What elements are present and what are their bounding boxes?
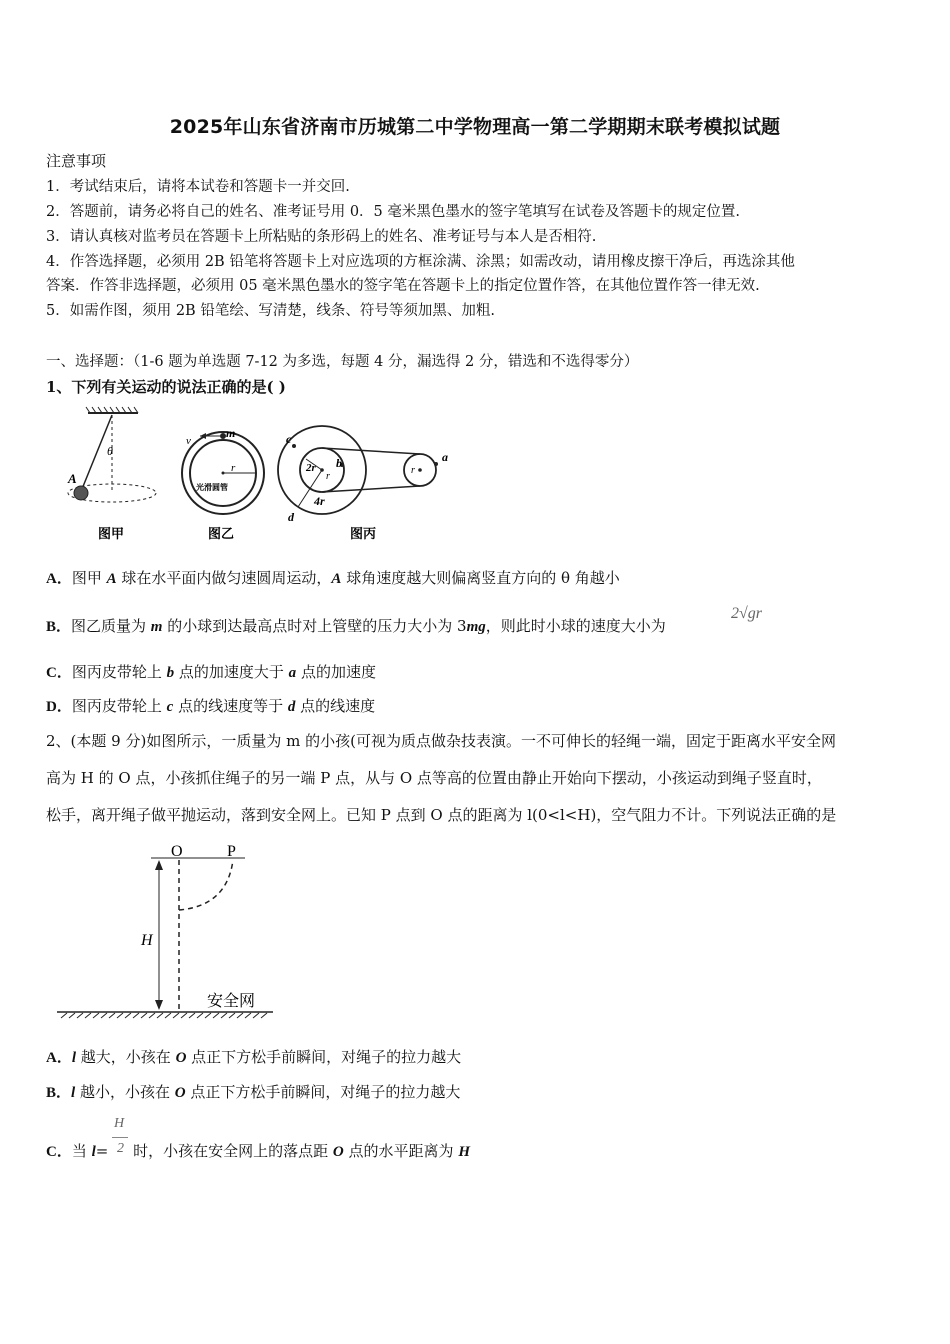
option-letter: B． xyxy=(46,619,72,635)
option-text: 球角速度越大则偏离竖直方向的 θ 角越小 xyxy=(341,569,620,587)
q1-stem: 1、下列有关运动的说法正确的是( ) xyxy=(46,378,286,396)
q2-option-b xyxy=(46,1082,460,1103)
label-r-inner: r xyxy=(326,471,330,482)
q2-figure xyxy=(55,838,280,1023)
option-text: 点的水平距离为 xyxy=(343,1142,459,1160)
option-var: l xyxy=(71,1050,77,1066)
q2-option-a xyxy=(46,1047,461,1068)
label-theta: θ xyxy=(107,444,113,458)
option-var: c xyxy=(166,699,174,715)
option-text: 当 xyxy=(71,1142,92,1160)
label-m: m xyxy=(226,426,236,440)
option-text: ，则此时小球的速度大小为 xyxy=(485,617,666,635)
option-var: A xyxy=(106,571,117,587)
q2-stem-line: 松手，离开绳子做平抛运动，落到安全网上。已知 P 点到 O 点的距离为 l(0<l<H)，空气阻力不计。下列说法正确的是 xyxy=(46,806,837,824)
label-a: a xyxy=(442,450,448,464)
notice-item: 4．作答选择题，必须用 2B 铅笔将答题卡上对应选项的方框涂满、涂黑；如需改动，请用橡皮擦干净后，再选涂其他 xyxy=(46,254,795,270)
label-H: H xyxy=(141,932,153,949)
notice-item: 5．如需作图，须用 2B 铅笔绘、写清楚，线条、符号等须加黑、加粗. xyxy=(46,303,495,319)
option-text: 点的线速度等于 xyxy=(173,697,288,715)
option-text: 图丙皮带轮上 xyxy=(71,697,167,715)
notice-item: 2．答题前，请务必将自己的姓名、准考证号用 0．5 毫米黑色墨水的签字笔填写在试卷及答题卡的规定位置. xyxy=(46,204,740,220)
option-text: 点正下方松手前瞬间，对绳子的拉力越大 xyxy=(186,1048,462,1066)
notice-item: 答案．作答非选择题，必须用 05 毫米黑色墨水的签字笔在答题卡上的指定位置作答，在其他位置作答一律无效. xyxy=(46,278,760,294)
label-O: O xyxy=(171,843,183,860)
notice-item: 3．请认真核对监考员在答题卡上所粘贴的条形码上的姓名、准考证号与本人是否相符. xyxy=(46,229,597,245)
option-var: O xyxy=(332,1144,344,1160)
label-P: P xyxy=(227,843,236,860)
q1-option-b xyxy=(46,616,666,637)
fraction-bar xyxy=(112,1137,128,1138)
option-var: H xyxy=(458,1144,470,1160)
option-letter: B． xyxy=(46,1085,72,1101)
formula-2-sqrt-gr: 2√gr xyxy=(731,605,763,622)
option-text: 图甲 xyxy=(71,569,107,587)
notice-heading: 注意事项 xyxy=(46,152,107,170)
option-text: 图丙皮带轮上 xyxy=(71,663,167,681)
caption-bing: 图丙 xyxy=(350,526,377,541)
label-b: b xyxy=(336,456,342,470)
label-tube: 光滑圆管 xyxy=(196,483,228,492)
option-letter: A． xyxy=(46,1050,72,1066)
page-title: 2025年山东省济南市历城第二中学物理高一第二学期期末联考模拟试题 xyxy=(169,116,781,138)
option-text: 的小球到达最高点时对上管壁的压力大小为 3 xyxy=(162,617,467,635)
q2-option-c xyxy=(46,1141,470,1162)
option-letter: C． xyxy=(46,665,72,681)
fraction-numerator: H xyxy=(114,1116,125,1131)
option-text: 点的加速度大于 xyxy=(174,663,289,681)
option-text: 越小，小孩在 xyxy=(75,1083,175,1101)
label-A: A xyxy=(68,471,77,486)
label-safety-net: 安全网 xyxy=(207,993,256,1010)
option-var: mg xyxy=(466,619,486,635)
option-letter: D． xyxy=(46,699,72,715)
label-2r: 2r xyxy=(306,462,316,474)
figure-b-circular-tube xyxy=(182,432,264,514)
q1-figure xyxy=(60,405,460,545)
option-var: b xyxy=(166,665,175,681)
notice-item: 1．考试结束后，请将本试卷和答题卡一并交回. xyxy=(46,179,350,195)
option-var: d xyxy=(287,699,296,715)
option-var: l xyxy=(71,1085,76,1101)
fraction-denominator: 2 xyxy=(117,1141,124,1156)
q2-stem-line: 高为 H 的 O 点，小孩抓住绳子的另一端 P 点，从与 O 点等高的位置由静止开始向下摆动，小孩运动到绳子竖直时， xyxy=(46,769,822,787)
q1-option-d xyxy=(46,696,375,717)
option-letter: A． xyxy=(46,571,72,587)
caption-yi: 图乙 xyxy=(208,526,235,541)
option-text: 点的线速度 xyxy=(295,697,376,715)
label-c: c xyxy=(286,432,292,446)
q2-stem-line: 2、(本题 9 分)如图所示，一质量为 m 的小孩(可视为质点做杂技表演。一不可伸长的轻绳一端，固定于距离水平安全网 xyxy=(46,732,836,750)
option-letter: C． xyxy=(46,1144,72,1160)
option-text: 点的加速度 xyxy=(296,663,376,681)
option-text: = xyxy=(95,1142,109,1160)
q1-option-c xyxy=(46,662,376,683)
option-var: a xyxy=(288,665,297,681)
option-var: O xyxy=(174,1085,186,1101)
caption-jia: 图甲 xyxy=(98,526,125,541)
option-var: A xyxy=(331,571,342,587)
option-text: 球在水平面内做匀速圆周运动， xyxy=(116,569,332,587)
label-d: d xyxy=(288,510,294,524)
option-text: 时，小孩在安全网上的落点距 xyxy=(128,1142,333,1160)
option-text: 图乙质量为 xyxy=(71,617,151,635)
label-r: r xyxy=(231,462,236,474)
option-text: 点正下方松手前瞬间，对绳子的拉力越大 xyxy=(185,1083,461,1101)
section-heading: 一、选择题：（1-6 题为单选题 7-12 为多选，每题 4 分，漏选得 2 分，错选和不选得零分） xyxy=(46,354,639,370)
option-var: m xyxy=(150,619,163,635)
option-var: O xyxy=(175,1050,187,1066)
option-var: l xyxy=(91,1144,96,1160)
option-text: 越大，小孩在 xyxy=(76,1048,176,1066)
q1-option-a xyxy=(46,568,620,589)
label-r-small: r xyxy=(411,465,415,476)
label-4r: 4r xyxy=(314,494,325,508)
label-v: v xyxy=(186,435,191,447)
